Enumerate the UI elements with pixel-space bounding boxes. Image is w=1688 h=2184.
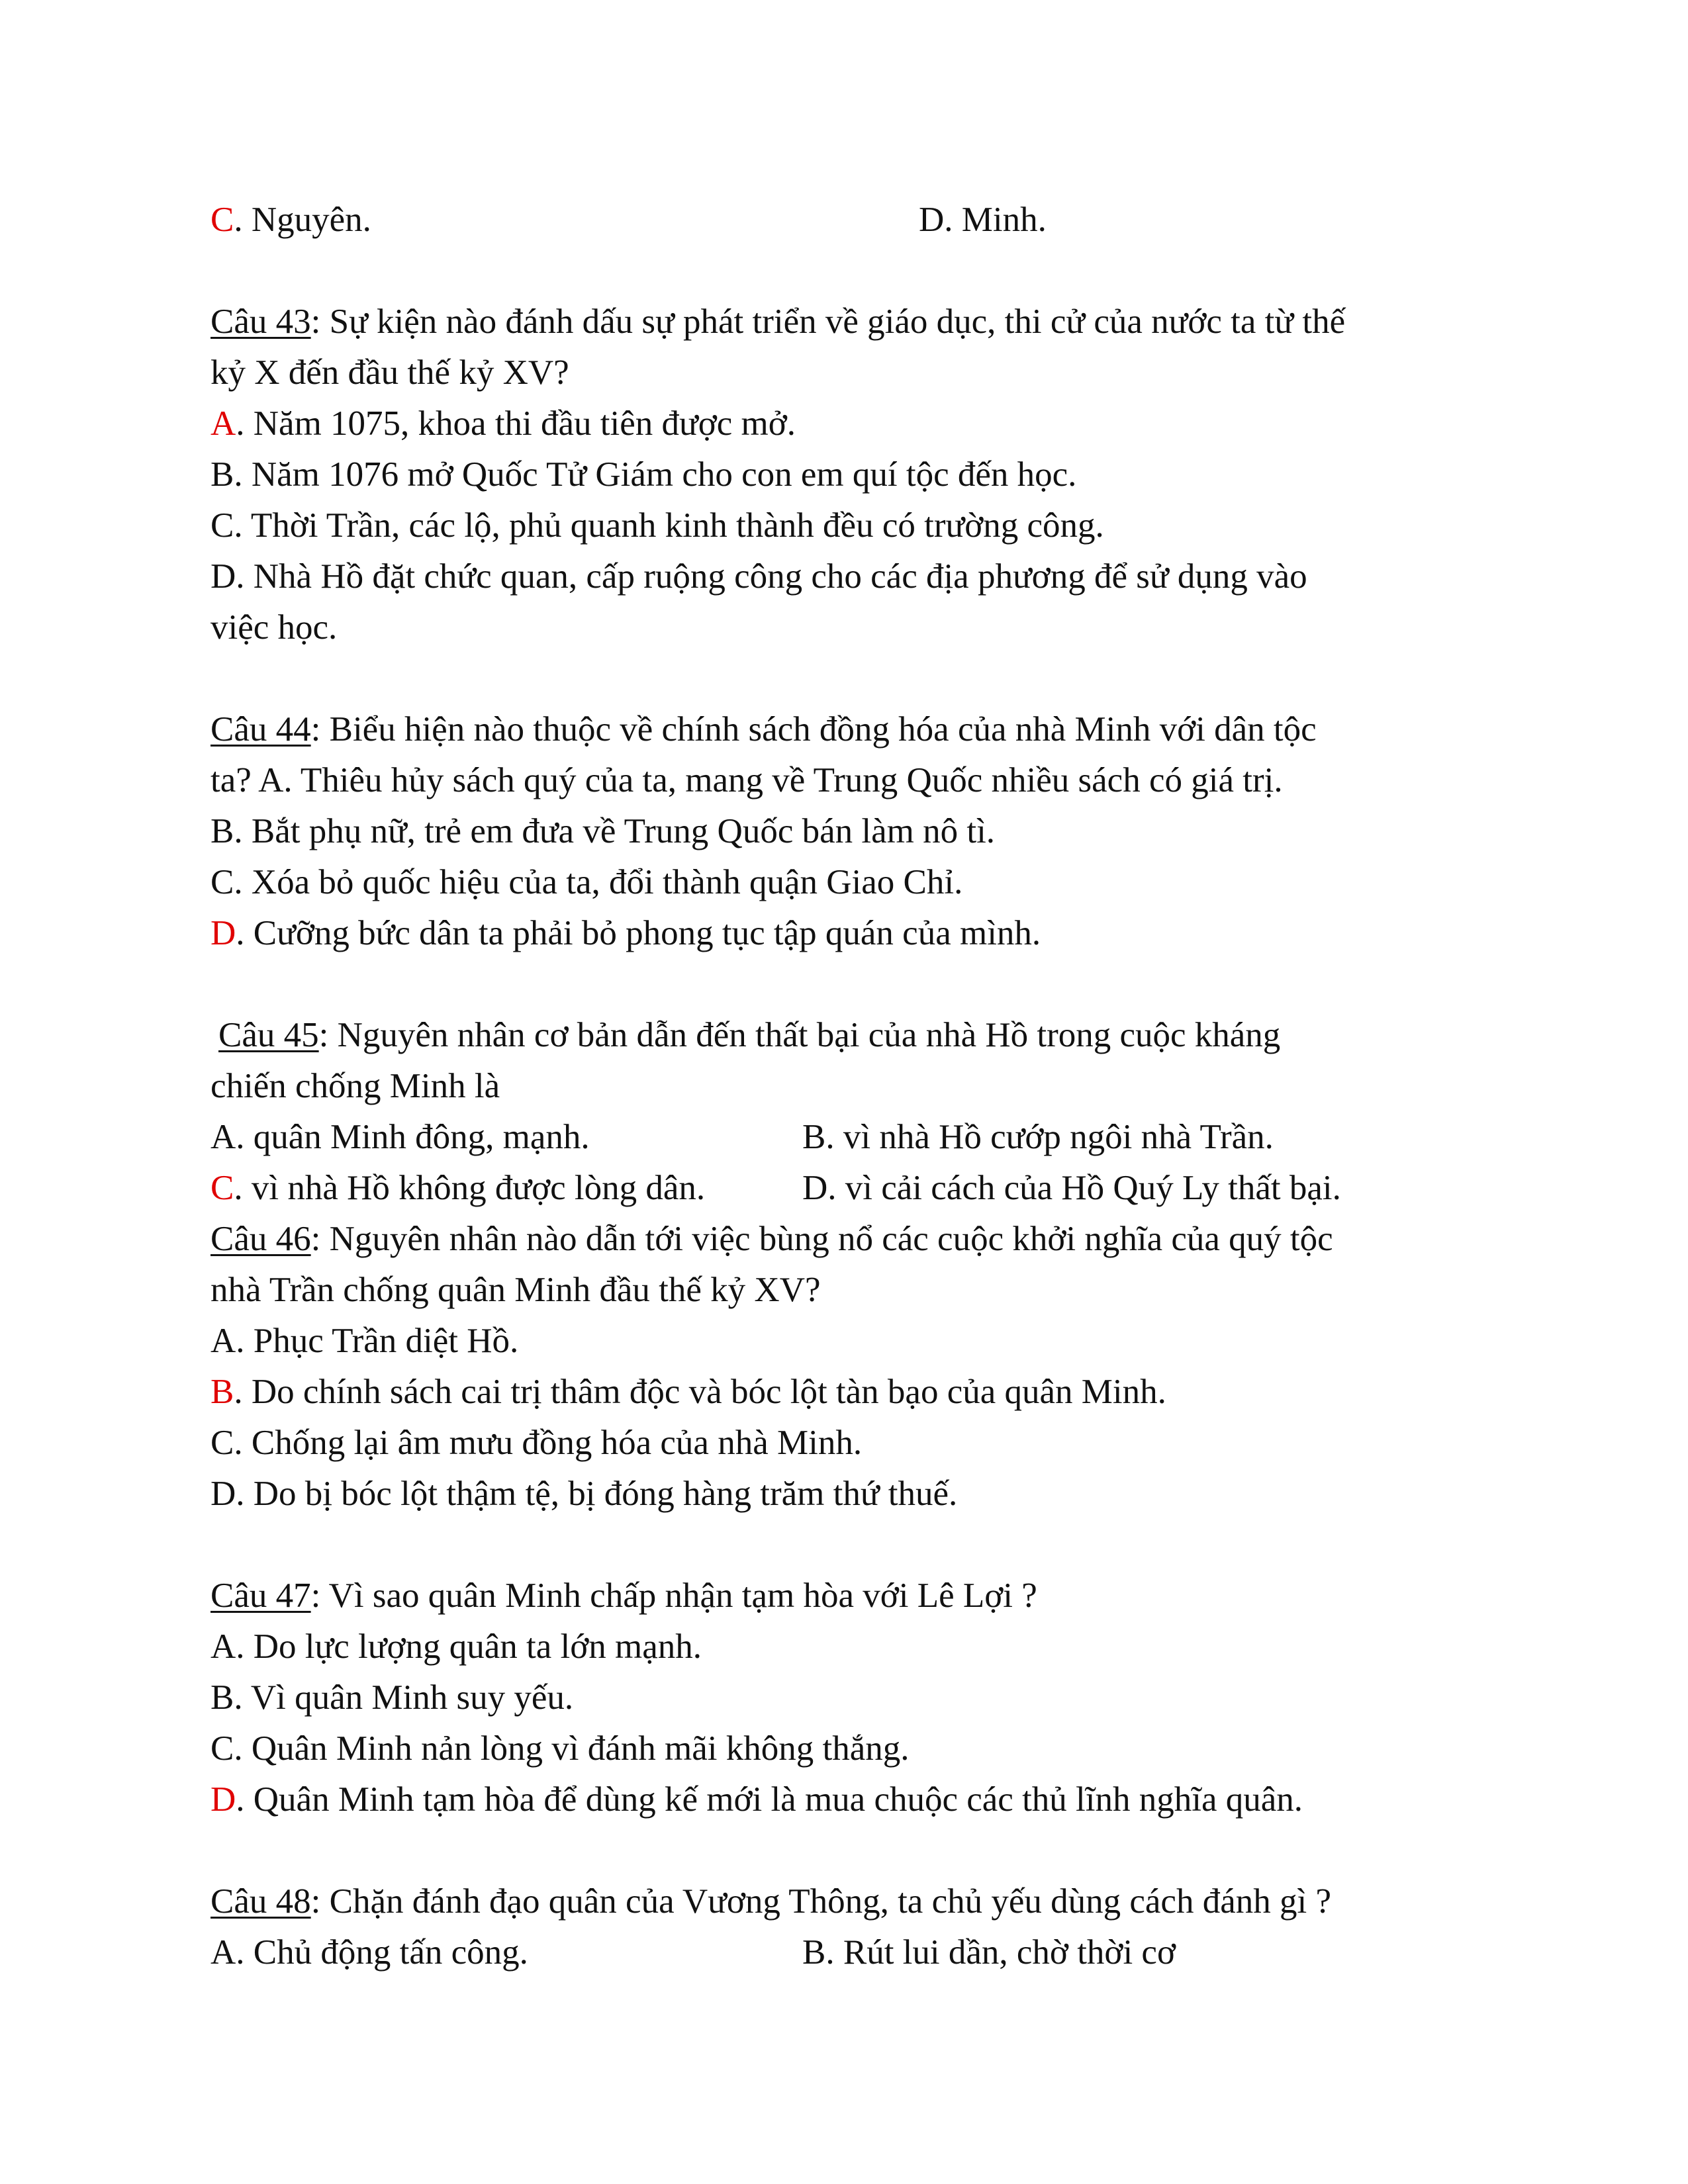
- q44-option-b: B. Bắt phụ nữ, trẻ em đưa về Trung Quốc bán làm nô tì.: [211, 812, 996, 850]
- q47-option-c: C. Quân Minh nản lòng vì đánh mãi không thắng.: [211, 1729, 910, 1768]
- q48-stem-text: : Chặn đánh đạo quân của Vương Thông, ta chủ yếu dùng cách đánh gì ?: [310, 1882, 1331, 1921]
- q43-stem-line2: kỷ X đến đầu thế kỷ XV?: [211, 353, 569, 392]
- q45-label: Câu 45: [218, 1016, 319, 1054]
- q43-label: Câu 43: [211, 302, 311, 341]
- q46-stem-line1: [211, 1218, 1333, 1260]
- q46-option-d: D. Do bị bóc lột thậm tệ, bị đóng hàng trăm thứ thuế.: [211, 1475, 958, 1513]
- q46-b-text: . Do chính sách cai trị thâm độc và bóc lột tàn bạo của quân Minh.: [234, 1373, 1166, 1411]
- q44-option-d: [211, 912, 1041, 954]
- q47-option-a: A. Do lực lượng quân ta lớn mạnh.: [211, 1627, 702, 1666]
- q42-option-c: [211, 199, 371, 241]
- q48-label: Câu 48: [211, 1882, 311, 1921]
- q46-option-a: A. Phục Trần diệt Hồ.: [211, 1322, 519, 1360]
- q46-b-letter: B: [211, 1373, 234, 1411]
- q47-option-d: [211, 1778, 1303, 1821]
- q42-c-letter: C: [211, 201, 234, 239]
- q48-option-b: B. Rút lui dần, chờ thời cơ: [802, 1933, 1176, 1972]
- q43-stem-line1: [211, 300, 1345, 343]
- q45-option-a: A. quân Minh đông, mạnh.: [211, 1118, 590, 1156]
- q43-option-d-line1: D. Nhà Hồ đặt chức quan, cấp ruộng công cho các địa phương để sử dụng vào: [211, 557, 1307, 596]
- q44-label: Câu 44: [211, 710, 311, 749]
- q46-label: Câu 46: [211, 1220, 311, 1258]
- q44-d-text: . Cưỡng bức dân ta phải bỏ phong tục tập quán của mình.: [236, 914, 1041, 952]
- q46-stem-line2: nhà Trần chống quân Minh đầu thế kỷ XV?: [211, 1271, 821, 1309]
- q42-option-d: D. Minh.: [919, 201, 1047, 239]
- q45-option-c: [211, 1167, 705, 1209]
- q43-a-letter: A: [211, 404, 236, 443]
- q45-c-letter: C: [211, 1169, 234, 1207]
- q47-d-letter: D: [211, 1780, 236, 1819]
- q45-stem-text: : Nguyên nhân cơ bản dẫn đến thất bại của nhà Hồ trong cuộc kháng: [318, 1016, 1281, 1054]
- q47-stem-line1: [211, 1574, 1037, 1617]
- q48-stem-line1: [211, 1880, 1331, 1923]
- q45-option-b: B. vì nhà Hồ cướp ngôi nhà Trần.: [802, 1118, 1274, 1156]
- q43-stem-text: : Sự kiện nào đánh dấu sự phát triển về giáo dục, thi cử của nước ta từ thế: [310, 302, 1346, 341]
- q43-option-d-line2: việc học.: [211, 608, 338, 647]
- q45-stem-line2: chiến chống Minh là: [211, 1067, 500, 1105]
- q48-option-a: A. Chủ động tấn công.: [211, 1933, 528, 1972]
- q42-c-text: . Nguyên.: [234, 201, 371, 239]
- q44-stem-text: : Biểu hiện nào thuộc về chính sách đồng hóa của nhà Minh với dân tộc: [310, 710, 1317, 749]
- q44-stem-line2: ta? A. Thiêu hủy sách quý của ta, mang về Trung Quốc nhiều sách có giá trị.: [211, 761, 1283, 799]
- q43-option-b: B. Năm 1076 mở Quốc Tử Giám cho con em quí tộc đến học.: [211, 455, 1077, 494]
- q47-d-text: . Quân Minh tạm hòa để dùng kế mới là mua chuộc các thủ lĩnh nghĩa quân.: [236, 1780, 1303, 1819]
- q47-option-b: B. Vì quân Minh suy yếu.: [211, 1678, 574, 1717]
- q43-a-text: . Năm 1075, khoa thi đầu tiên được mở.: [236, 404, 796, 443]
- q43-option-a: [211, 402, 796, 445]
- q46-option-c: C. Chống lại âm mưu đồng hóa của nhà Minh.: [211, 1424, 863, 1462]
- q44-d-letter: D: [211, 914, 236, 952]
- q46-stem-text: : Nguyên nhân nào dẫn tới việc bùng nổ các cuộc khởi nghĩa của quý tộc: [310, 1220, 1333, 1258]
- q46-option-b: [211, 1371, 1166, 1413]
- q45-c-text: . vì nhà Hồ không được lòng dân.: [234, 1169, 706, 1207]
- q45-option-d: D. vì cải cách của Hồ Quý Ly thất bại.: [802, 1169, 1341, 1207]
- q47-label: Câu 47: [211, 1576, 311, 1615]
- q45-stem-line1: [218, 1014, 1280, 1056]
- q43-option-c: C. Thời Trần, các lộ, phủ quanh kinh thành đều có trường công.: [211, 506, 1104, 545]
- q44-stem-line1: [211, 708, 1317, 751]
- q47-stem-text: : Vì sao quân Minh chấp nhận tạm hòa với Lê Lợi ?: [310, 1576, 1037, 1615]
- q44-option-c: C. Xóa bỏ quốc hiệu của ta, đổi thành quận Giao Chỉ.: [211, 863, 963, 901]
